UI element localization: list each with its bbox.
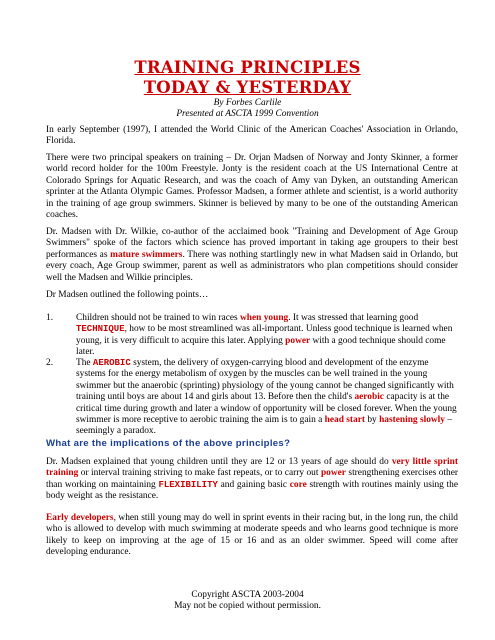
emphasis-aerobic: aerobic [354,392,384,403]
emphasis-sprint-training: very little sprint training [46,457,458,479]
emphasis-core: core [289,479,307,490]
text-run: with a good technique should come later. [76,335,446,358]
byline-venue: Presented at ASCTA 1999 Convention [176,109,319,119]
text-run: . There was nothing startlingly new in what Madsen said in Orlando, but every coach, Age Group swimmer, parent as well as administrators who plan competitions should consider well the Madsen and Wilkie principles. [46,249,459,283]
text-run: The [76,358,93,368]
text-run: Dr. Madsen explained that young children until they are 12 or 13 years of age should do [46,457,392,467]
paragraph-intro: In early September (1997), I attended the World Clinic of the American Coaches' Association in Orlando, Florida. [46,125,458,147]
footer-copyright: Copyright ASCTA 2003-2004 [191,590,304,600]
text-run: or interval training striving to make fast repeats, or to carry out [78,468,321,479]
emphasis-power-2: power [320,468,346,479]
byline-author: By Forbes Carlile [213,98,282,108]
emphasis-mature-swimmers: mature swimmers [110,249,183,260]
emphasis-early-developers: Early developers [46,513,114,523]
section-heading: What are the implications of the above principles? [46,438,291,449]
text-run: – seemingly a paradox. [76,415,452,437]
emphasis-when-young: when young [240,313,289,323]
emphasis-flexibility: FLEXIBILITY [158,479,218,490]
text-run: and gaining basic [217,479,290,490]
paragraph-madsen-wilkie [46,227,458,284]
paragraph-outline: Dr Madsen outlined the following points… [46,290,209,300]
list-number: 2. [46,358,54,368]
title-line-1: TRAINING PRINCIPLES [134,58,361,77]
text-run: , when still young may do well in sprint events in their racing but, in the long run, the child who is allowed to develop with much swimming at moderate speeds and who learns good technique is more likely to keep on improving at the age of 15 or 16 and as an older swimmer. Speed will come after developing endurance. [46,513,458,558]
emphasis-power: power [285,335,311,346]
text-run: Children should not be trained to win races [76,313,241,323]
text-run: Dr. Madsen with Dr. Wilkie, co-author of the acclaimed book "Training and Development of Age Group Swimmers" spoke of the factors which science has proved important in taking age groupers to their best performances as [46,227,458,260]
list-number: 1. [46,313,54,323]
emphasis-head-start: head start [324,415,365,426]
text-run: strengthening exercises other than working on maintaining [46,468,458,490]
text-run: . It was stressed that learning good [288,313,419,323]
emphasis-aerobic-system: AEROBIC [92,358,131,368]
text-run: by [365,415,380,426]
text-run: , how to be most streamlined was all-important. Unless good technique is learned when young, it is very difficult to acquire this later. Applying [76,324,453,346]
list-item-body [76,313,458,359]
list-item-body [76,358,458,438]
emphasis-hastening-slowly: hastening slowly [379,415,445,426]
paragraph-speakers: There were two principal speakers on training – Dr. Orjan Madsen of Norway and Jonty Skinner, a former world record holder for the 100m Freestyle. Jonty is the resident coach at the US International Centre at Colorado Springs for Aquatic Research, and was the coach of Amy van Dyken, an outstanding American sprinter at the Atlanta Olympic Games. Professor Madsen, a former athlete and scientist, is a world authority in the training of age group swimmers. Skinner is believed by many to be one of the outstanding American coaches. [46,153,458,221]
emphasis-technique: TECHNIQUE [76,324,125,335]
text-run: strength with routines mainly using the body weight as the resistance. [46,479,459,502]
footer-notice: May not be copied without permission. [174,601,321,611]
text-run: system, the delivery of oxygen-carrying blood and development of the enzyme systems for the energy metabolism of oxygen by the muscles can be well trained in the young swimmer but the anaerobic (sprinting) physiology of the young cannot be changed significantly with training until boys are about 14 and girls about 13. Before then the child's [76,358,454,403]
paragraph-implications [46,457,458,503]
paragraph-early-developers [46,513,458,559]
title-line-2: TODAY & YESTERDAY [143,78,352,97]
text-run: capacity is at the critical time during growth and later a window of opportunity will be closed forever. When the young swimmer is more receptive to aerobic training the aim is to gain a [76,392,457,426]
